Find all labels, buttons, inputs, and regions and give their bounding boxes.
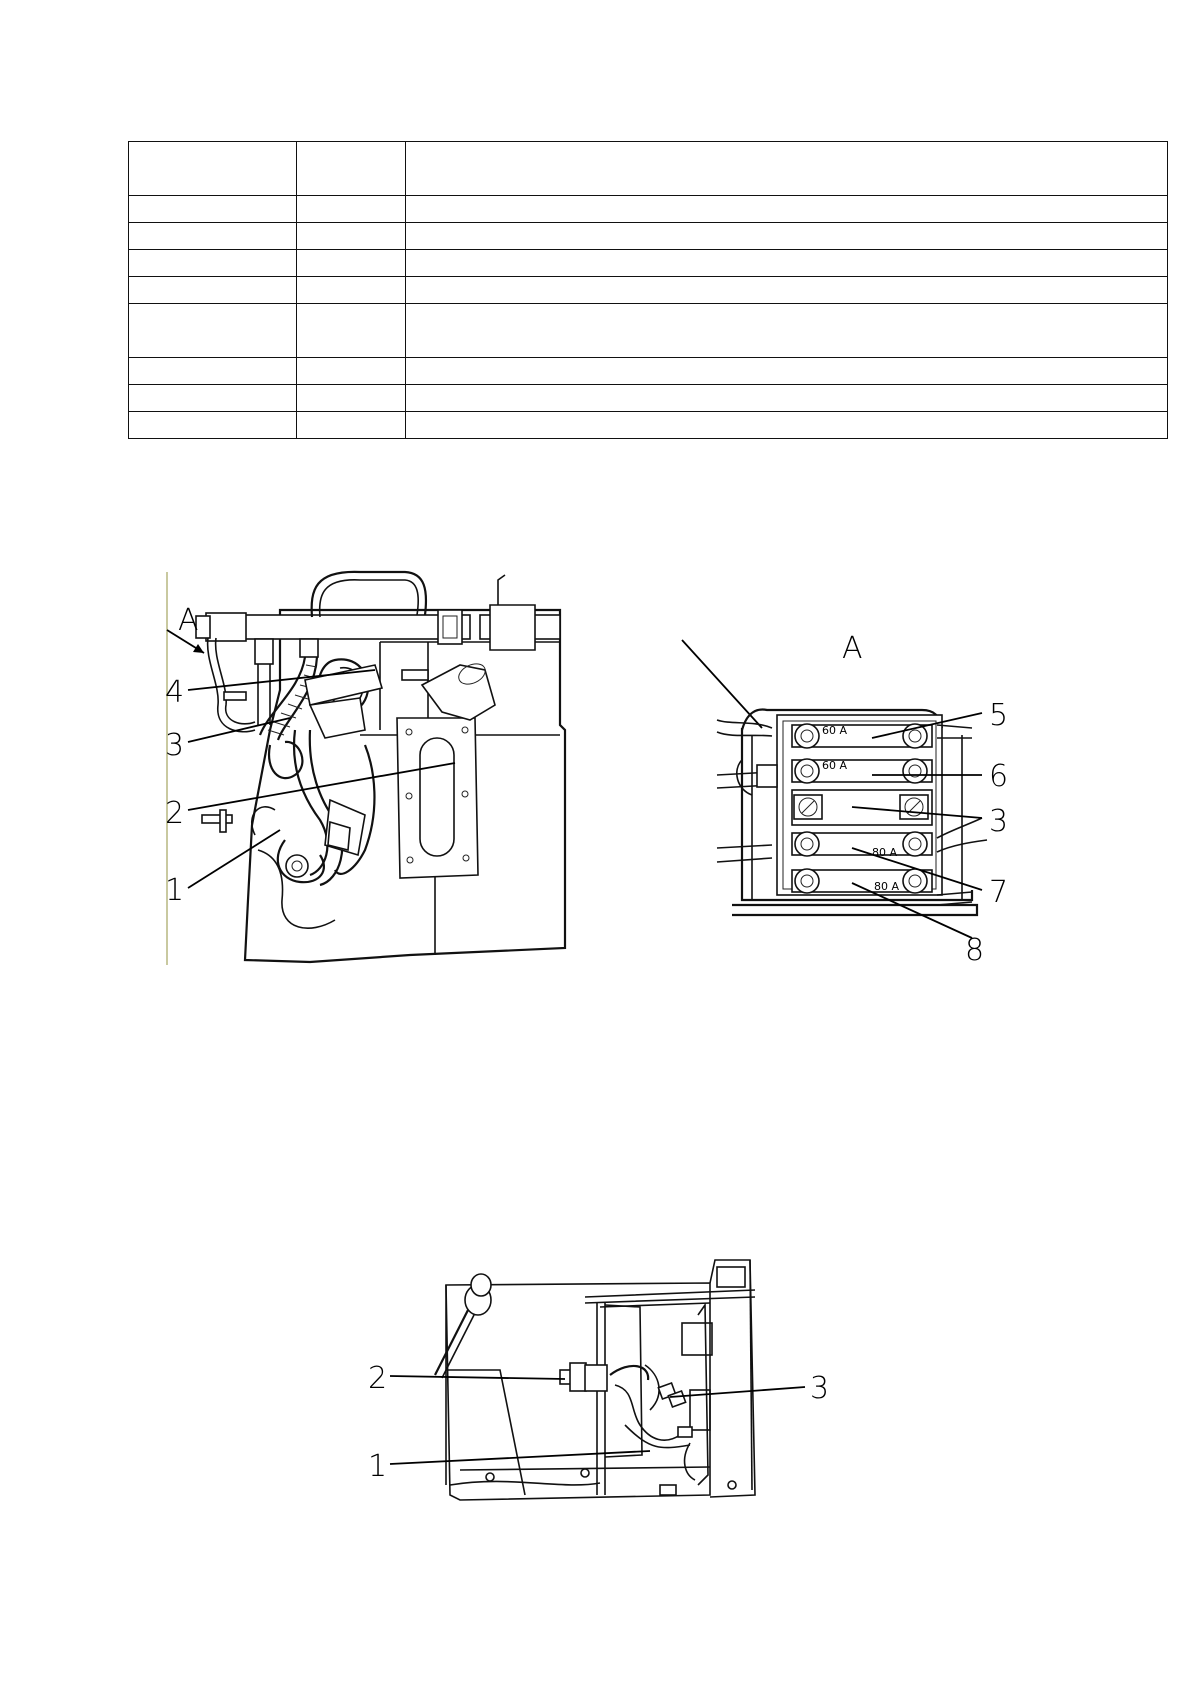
table-cell xyxy=(129,385,297,412)
fuse-rating-label: 60 A xyxy=(822,724,848,737)
fuse-rating-label: 80 A xyxy=(872,846,898,859)
callout-6: 6 xyxy=(989,759,1009,794)
callout-8: 8 xyxy=(965,933,985,968)
fuse-row-4 xyxy=(792,869,932,893)
table-row xyxy=(129,250,1168,277)
callout-4: 4 xyxy=(165,675,185,710)
table-cell xyxy=(129,196,297,223)
table-cell xyxy=(297,358,406,385)
table-cell xyxy=(406,358,1168,385)
battery-disconnect-installation-figure xyxy=(160,570,580,970)
fuse-row-3 xyxy=(792,832,932,859)
table-cell xyxy=(406,142,1168,196)
table-row xyxy=(129,142,1168,196)
view-a-arrow-label: A xyxy=(178,603,199,638)
table-cell xyxy=(129,142,297,196)
table-row xyxy=(129,223,1168,250)
table-cell xyxy=(406,196,1168,223)
table-cell xyxy=(406,385,1168,412)
table-cell xyxy=(297,385,406,412)
callout-1: 1 xyxy=(368,1449,388,1484)
table-cell xyxy=(129,304,297,358)
table-cell xyxy=(129,277,297,304)
bottom-installation-figure xyxy=(360,1245,840,1510)
table-cell xyxy=(129,358,297,385)
table-cell xyxy=(406,223,1168,250)
callout-2: 2 xyxy=(368,1361,388,1396)
table-cell xyxy=(406,277,1168,304)
fuse-block-view-a-figure xyxy=(672,620,1032,980)
table-cell xyxy=(406,304,1168,358)
table-cell xyxy=(129,223,297,250)
fuse-row-1 xyxy=(792,724,932,748)
table-cell xyxy=(297,196,406,223)
callout-3: 3 xyxy=(989,804,1009,839)
table-row xyxy=(129,304,1168,358)
table-cell xyxy=(297,142,406,196)
table-row xyxy=(129,358,1168,385)
table-cell xyxy=(129,412,297,439)
table-row xyxy=(129,196,1168,223)
table-row xyxy=(129,277,1168,304)
spec-table xyxy=(128,141,1168,439)
table-row xyxy=(129,412,1168,439)
table-cell xyxy=(297,412,406,439)
callout-3: 3 xyxy=(810,1371,830,1406)
table-cell xyxy=(297,277,406,304)
table-cell xyxy=(297,250,406,277)
table-row xyxy=(129,385,1168,412)
callout-1: 1 xyxy=(165,873,185,908)
callout-5: 5 xyxy=(989,698,1009,733)
callout-7: 7 xyxy=(989,875,1009,910)
table-cell xyxy=(129,250,297,277)
table-cell xyxy=(406,250,1168,277)
fuse-rating-label: 80 A xyxy=(874,880,900,893)
callout-3: 3 xyxy=(165,728,185,763)
table-cell xyxy=(297,223,406,250)
fuse-row-2 xyxy=(792,759,932,783)
view-a-label: A xyxy=(842,631,863,666)
fuse-rating-label: 60 A xyxy=(822,759,848,772)
table-cell xyxy=(406,412,1168,439)
callout-2: 2 xyxy=(165,796,185,831)
table-cell xyxy=(297,304,406,358)
